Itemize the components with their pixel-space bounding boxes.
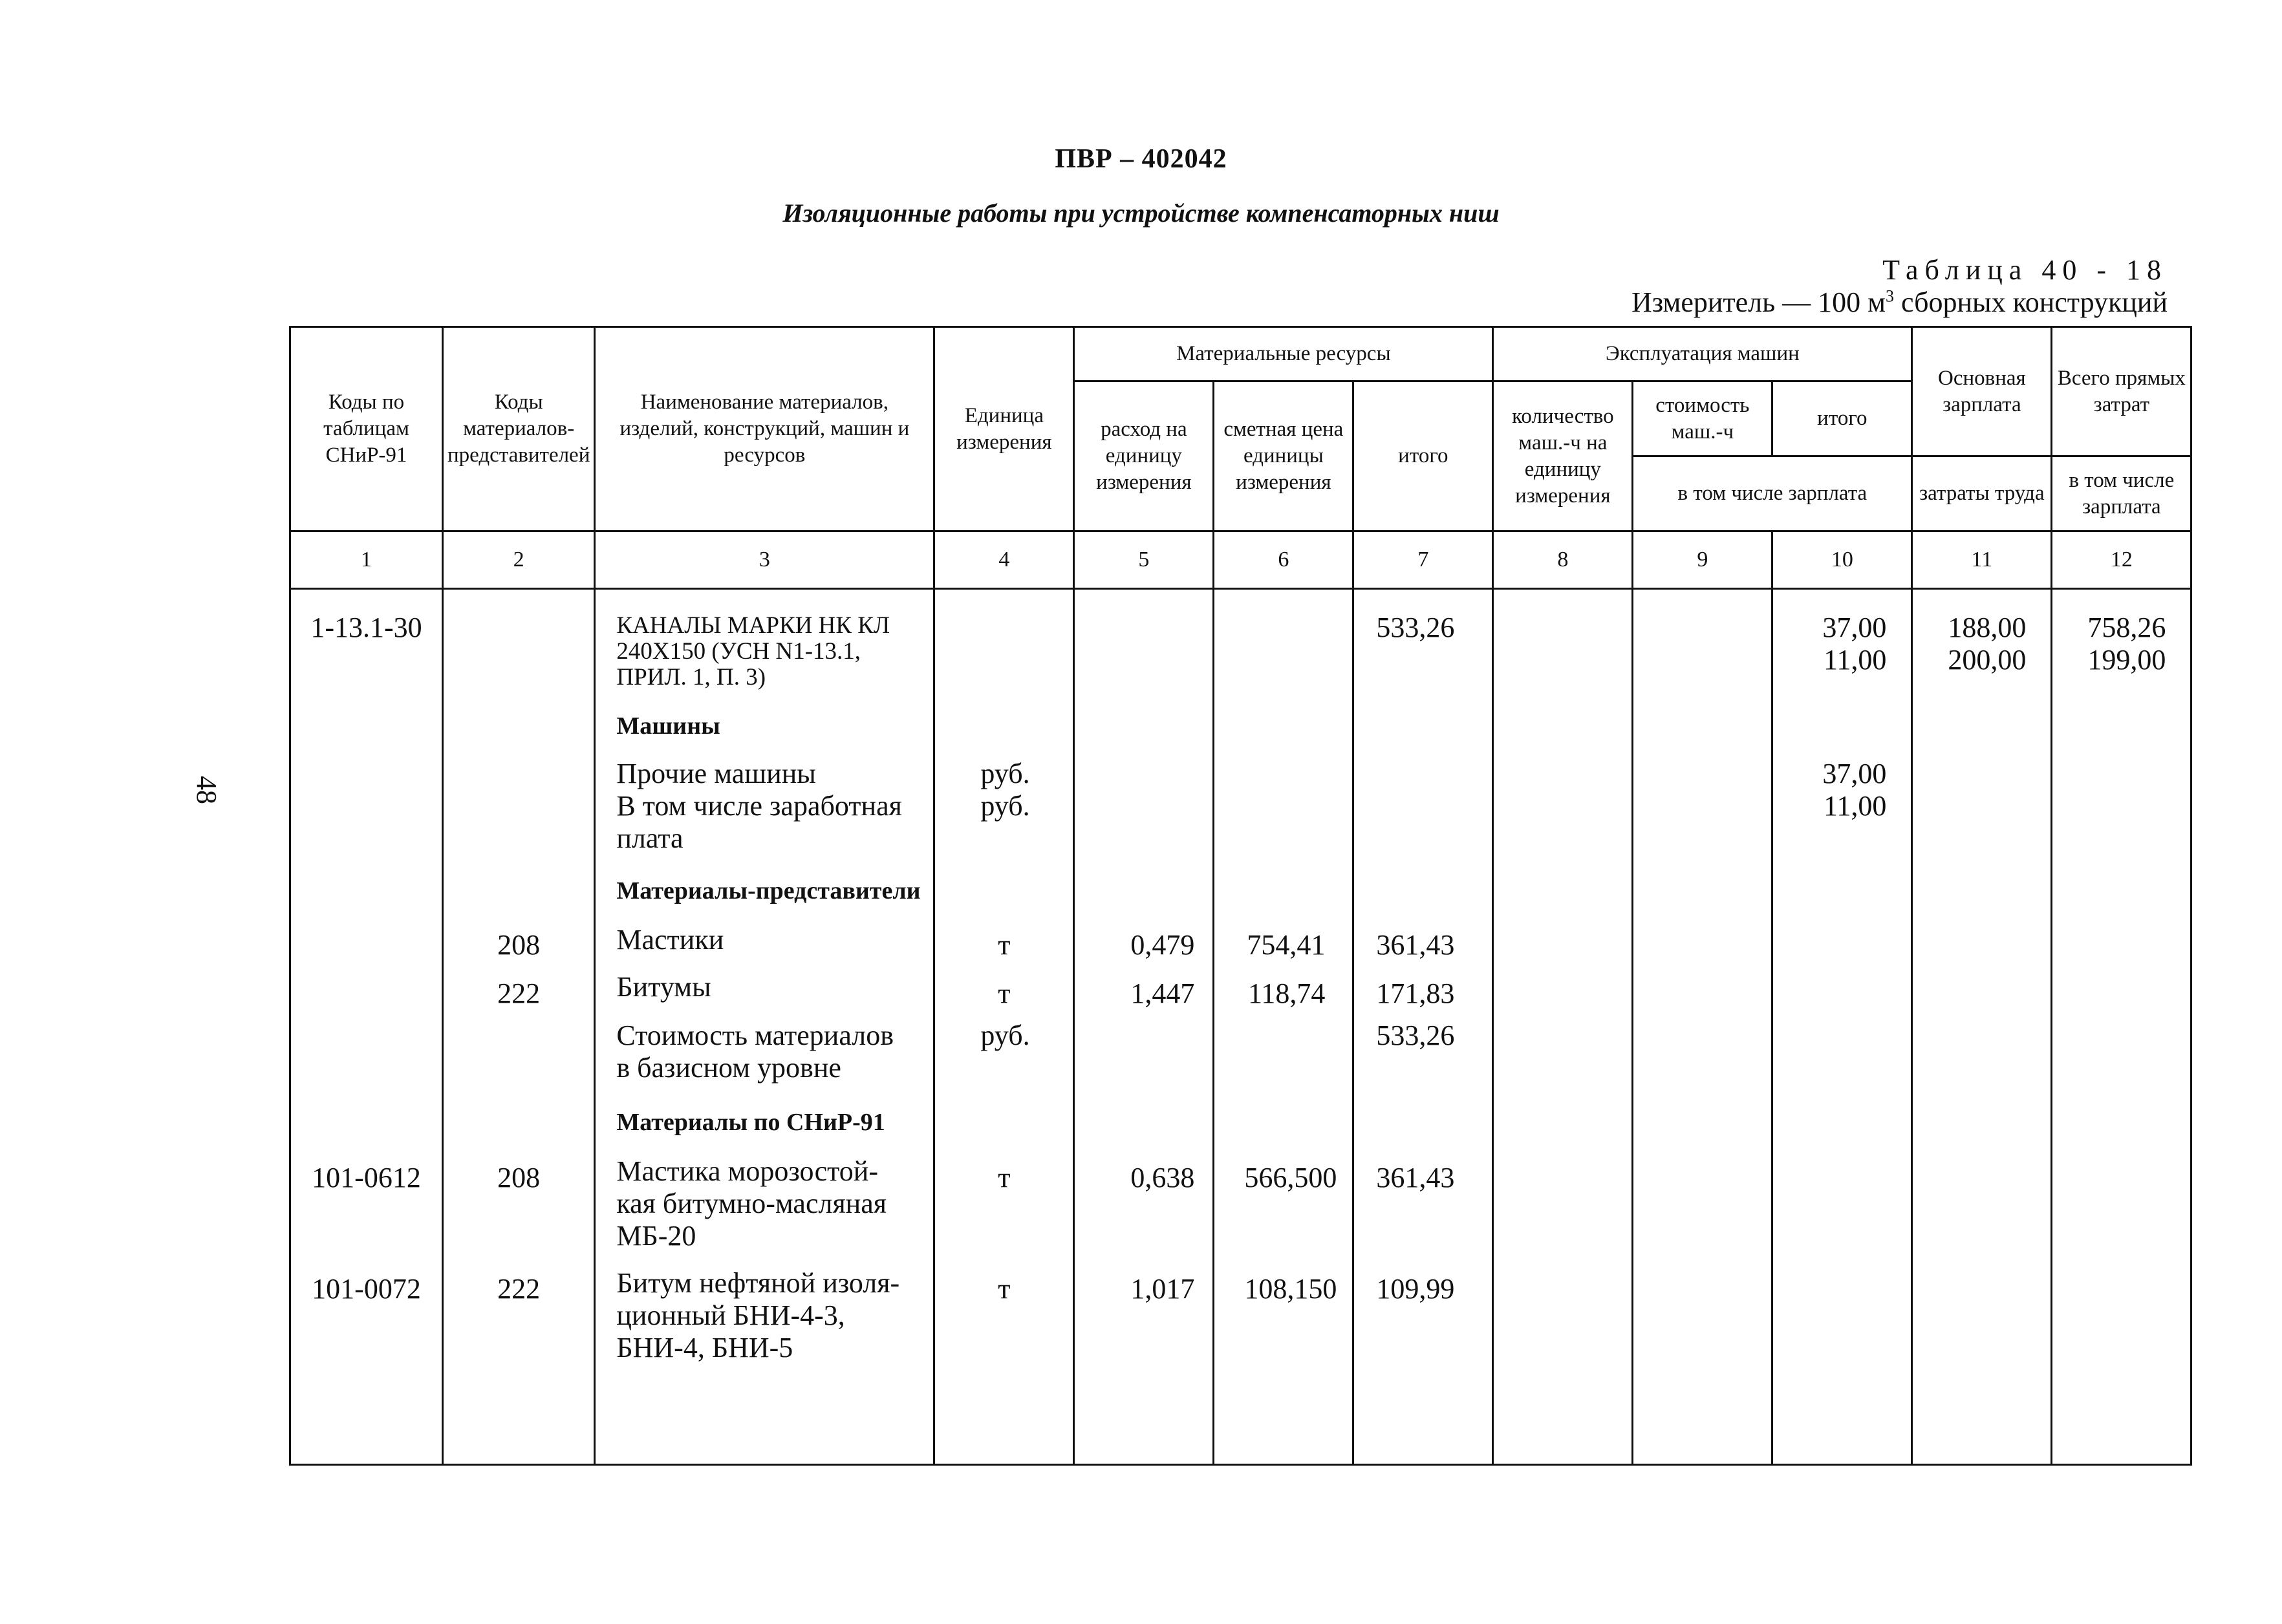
item-title-line: КАНАЛЫ МАРКИ НК КЛ — [616, 612, 890, 639]
item-title-line: 240Х150 (УСН N1-13.1, — [616, 638, 861, 665]
snip-code: 101-0612 — [312, 1162, 421, 1193]
column-number-row — [290, 531, 2191, 589]
other-machines: Прочие машины — [616, 758, 816, 789]
consumption-value: 1,017 — [1130, 1273, 1195, 1305]
consumption-value: 1,447 — [1130, 978, 1195, 1009]
rates-table — [289, 326, 2192, 1466]
table-body-row — [290, 589, 2191, 1465]
unit-price-value: 754,41 — [1247, 929, 1326, 961]
body-col5 — [1074, 589, 1214, 1465]
direct-costs-wage-value: 199,00 — [2087, 644, 2166, 676]
machine-wage-value: 11,00 — [1823, 790, 1887, 822]
machine-wage-value: 11,00 — [1823, 644, 1887, 676]
header-col5: расход на единицу измерения — [1074, 381, 1214, 531]
body-col11 — [1912, 589, 2052, 1465]
body-col7 — [1353, 589, 1493, 1465]
unit-price-value: 566,500 — [1244, 1162, 1337, 1193]
base-wage-value: 188,00 — [1948, 612, 2027, 643]
section-machines: Машины — [616, 712, 720, 740]
header-col3: Наименование материалов, изделий, конструкций, машин и ресурсов — [595, 327, 934, 531]
unit: т — [998, 1162, 1011, 1193]
header-col8: количество маш.-ч на единицу измерения — [1493, 381, 1633, 531]
material-total-value: 533,26 — [1376, 1020, 1455, 1051]
unit-price-value: 108,150 — [1244, 1273, 1337, 1305]
document-subtitle: Изоляционные работы при устройстве компенсаторных ниш — [782, 198, 1500, 228]
including-wage-line: В том числе заработная — [616, 790, 902, 822]
unit: руб. — [980, 790, 1030, 822]
material-total-value: 361,43 — [1376, 929, 1455, 961]
section-snip-materials: Материалы по СНиР-91 — [616, 1109, 885, 1136]
body-col8 — [1493, 589, 1633, 1465]
col-number: 9 — [1633, 531, 1772, 589]
unit-prefix: Измеритель — 100 м — [1631, 286, 1886, 318]
body-col2 — [443, 589, 595, 1465]
header-col11: Основная зарплата — [1912, 327, 2052, 456]
header-col4: Единица измерения — [934, 327, 1074, 531]
body-col1 — [290, 589, 443, 1465]
unit: руб. — [980, 758, 1030, 789]
materials-cost-line: Стоимость материалов — [616, 1020, 894, 1051]
labor-cost-value: 200,00 — [1948, 644, 2027, 676]
including-wage-line: плата — [616, 822, 684, 854]
measurement-unit — [1631, 286, 2168, 319]
body-col9 — [1633, 589, 1772, 1465]
unit: т — [998, 929, 1011, 961]
material-total-value: 361,43 — [1376, 1162, 1455, 1193]
document-title: ПВР – 402042 — [1055, 144, 1227, 174]
header-col2: Коды материалов-представителей — [443, 327, 595, 531]
body-col6 — [1214, 589, 1353, 1465]
consumption-value: 0,638 — [1130, 1162, 1195, 1193]
header-col9-10-sub: в том числе зарплата — [1633, 456, 1912, 531]
machine-total-value: 37,00 — [1822, 612, 1887, 643]
header-col6: сметная цена единицы измерения — [1214, 381, 1353, 531]
body-col10 — [1772, 589, 1912, 1465]
header-col9: стоимость маш.-ч — [1633, 381, 1772, 456]
mastic-mb20-line: МБ-20 — [616, 1220, 696, 1252]
col-number: 8 — [1493, 531, 1633, 589]
snip-code: 1-13.1-30 — [310, 612, 422, 643]
material-total-value: 109,99 — [1376, 1273, 1455, 1305]
material-total-value: 533,26 — [1376, 612, 1455, 643]
col-number: 5 — [1074, 531, 1214, 589]
header-col11-sub: затраты труда — [1912, 456, 2052, 531]
representative-code: 208 — [497, 1162, 541, 1193]
bitumens: Битумы — [616, 971, 711, 1003]
col-number: 11 — [1912, 531, 2052, 589]
unit: т — [998, 978, 1011, 1009]
body-col3 — [595, 589, 934, 1465]
direct-costs-value: 758,26 — [2087, 612, 2166, 643]
header-col10: итого — [1772, 381, 1912, 456]
col-number: 10 — [1772, 531, 1912, 589]
snip-code: 101-0072 — [312, 1273, 421, 1305]
col-number: 7 — [1353, 531, 1493, 589]
unit: руб. — [980, 1020, 1030, 1051]
body-col12 — [2052, 589, 2191, 1465]
bitumen-bni-line: Битум нефтяной изоля- — [616, 1267, 900, 1299]
body-col4 — [934, 589, 1074, 1465]
header-col12-sub: в том числе зарплата — [2052, 456, 2191, 531]
header-machine-operation: Эксплуатация машин — [1493, 327, 1912, 381]
col-number: 2 — [443, 531, 595, 589]
representative-code: 222 — [497, 1273, 541, 1305]
consumption-value: 0,479 — [1130, 929, 1195, 961]
unit-superscript: 3 — [1886, 286, 1895, 306]
unit: т — [998, 1273, 1011, 1305]
representative-code: 208 — [497, 929, 541, 961]
table-label: Таблица 40 - 18 — [1882, 254, 2168, 286]
item-title-line: ПРИЛ. 1, П. 3) — [616, 664, 766, 690]
representative-code: 222 — [497, 978, 541, 1009]
header-col7: итого — [1353, 381, 1493, 531]
col-number: 1 — [290, 531, 443, 589]
col-number: 4 — [934, 531, 1074, 589]
unit-suffix: сборных конструкций — [1894, 286, 2168, 318]
page-number: 48 — [191, 776, 222, 804]
header-col12: Всего прямых затрат — [2052, 327, 2191, 456]
header-material-resources: Материальные ресурсы — [1074, 327, 1493, 381]
mastic-mb20-line: кая битумно-масляная — [616, 1188, 887, 1219]
unit-price-value: 118,74 — [1247, 978, 1326, 1009]
col-number: 12 — [2052, 531, 2191, 589]
col-number: 3 — [595, 531, 934, 589]
material-total-value: 171,83 — [1376, 978, 1455, 1009]
mastics: Мастики — [616, 924, 724, 956]
bitumen-bni-line: БНИ-4, БНИ-5 — [616, 1332, 793, 1363]
mastic-mb20-line: Мастика морозостой- — [616, 1155, 878, 1187]
bitumen-bni-line: ционный БНИ-4-3, — [616, 1299, 845, 1331]
col-number: 6 — [1214, 531, 1353, 589]
materials-cost-line: в базисном уровне — [616, 1052, 841, 1084]
machine-total-value: 37,00 — [1822, 758, 1887, 789]
section-representatives: Материалы-представители — [616, 877, 921, 904]
header-col1: Коды по таблицам СНиР-91 — [290, 327, 443, 531]
